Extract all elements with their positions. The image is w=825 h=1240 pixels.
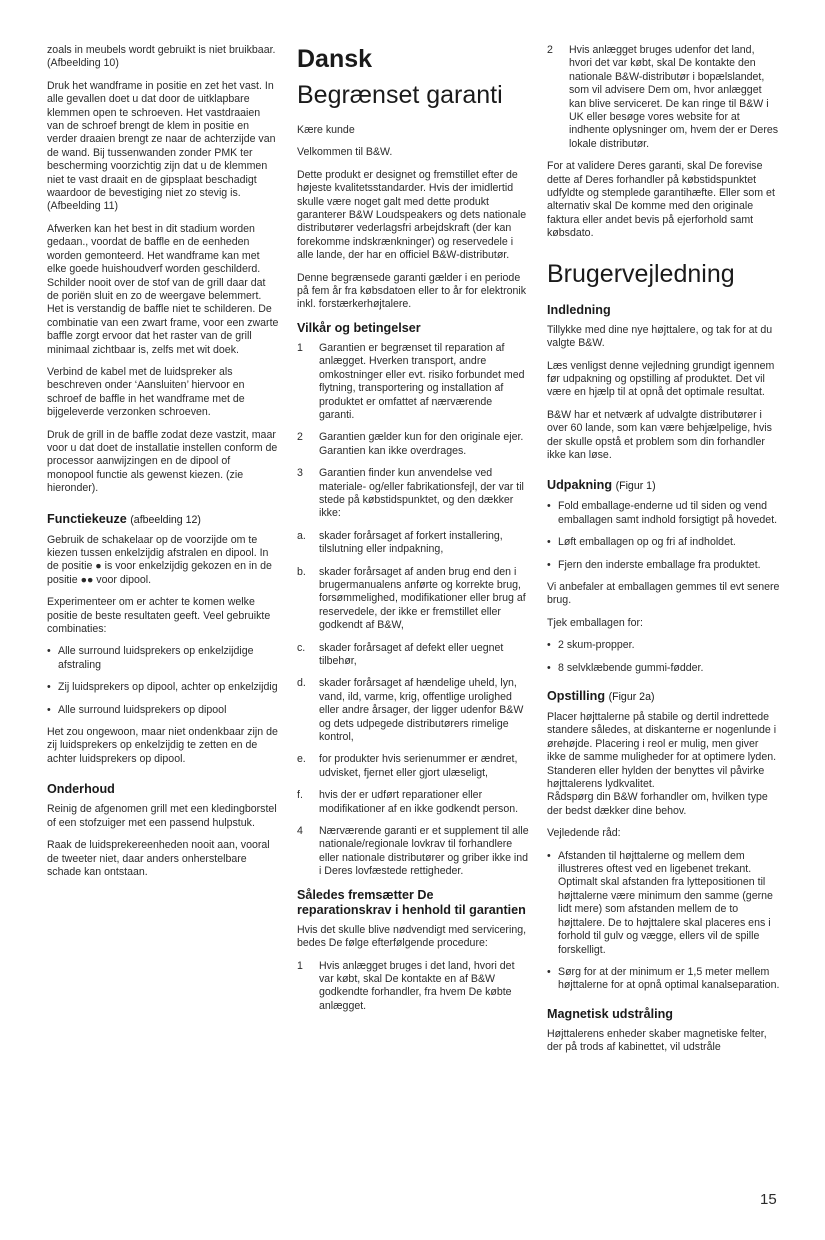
list-item: • Zij luidsprekers op dipool, achter op enkelzijdig	[47, 681, 279, 694]
list-item	[297, 642, 529, 669]
paragraph: Tjek emballagen for:	[547, 616, 643, 629]
list-item: • Fold emballage-enderne ud til siden og vend emballagen samt indhold forsigtigt på hovedet.	[547, 500, 780, 527]
heading-functiekeuze	[47, 512, 279, 528]
item-marker: c.	[297, 641, 306, 654]
paragraph: Gebruik de schakelaar op de voorzijde om te kiezen tussen enkelzijdig afstralen en dipool. In de positie ● is voor enkelzijdig gekozen en in de positie ●● voor dipool.	[47, 533, 272, 586]
paragraph: Experimenteer om er achter te komen welke positie de beste resultaten geeft. Veel gebruikte combinaties:	[47, 596, 271, 636]
section-title: Brugervejledning	[547, 259, 735, 288]
list-item	[297, 467, 529, 521]
paragraph: Afwerken kan het best in dit stadium worden gedaan., voordat de baffle en de eenheden worden gemonteerd. Het wandframe kan met elke goede huishoudverf worden geschilderd. Schilder nooit over de stof van de grill daar dat de poriën sluit en zo de weergave belemmert. Het is verstandig de baffle niet te schilderen. De combinatie van een zwart frame, voor een zwarte baffle zorgt ervoor dat het raster van de grill minimaal zichtbaar is, zelfs met wit doek.	[47, 222, 279, 356]
column-right	[547, 44, 780, 1064]
list-item: • Alle surround luidsprekers op enkelzijdige afstraling	[47, 645, 279, 672]
paragraph: Reinig de afgenomen grill met een kledingborstel of een stofzuiger met een passend hulpstuk.	[47, 803, 277, 829]
paragraph: Højttalerens enheder skaber magnetiske felter, der på trods af kabinettet, vil udstråle	[547, 1027, 767, 1054]
item-text: skader forårsaget af anden brug end den i brugermanualens anførte og korrekte brug, forsømmelighed, modifikationer eller brug af reservedele, der ikke er fremstillet eller godkendt af B&W,	[319, 565, 526, 632]
paragraph: Læs venligst denne vejledning grundigt igennem før udpakning og opstilling af produktet. Det vil være en hjælp til at opnå det optimale resultat.	[547, 359, 775, 399]
paragraph: Vi anbefaler at emballagen gemmes til evt senere brug.	[547, 580, 780, 607]
item-marker: a.	[297, 529, 306, 542]
column-middle	[297, 44, 529, 1022]
paragraph: Velkommen til B&W.	[297, 146, 393, 159]
list-item	[297, 530, 529, 557]
list-item: • Sørg for at der minimum er 1,5 meter mellem højttalerne for at opnå optimal kanalseparation.	[547, 966, 780, 993]
heading-saledes: Således fremsætter De reparationskrav i henhold til garantien	[297, 887, 526, 917]
paragraph: Raak de luidsprekereenheden nooit aan, vooral de tweeter niet, daar anders onherstelbare schade kan ontstaan.	[47, 839, 270, 878]
heading-magnetisk: Magnetisk udstråling	[547, 1006, 673, 1021]
item-marker: e.	[297, 753, 306, 766]
paragraph: For at validere Deres garanti, skal De forevise dette af Deres forhandler på købstidspunktet udfyldte og stemplede garantihæfte. Eller som et alternativ skal De komme med den originale faktura eller andet bevis på ejerforhold samt købsdato.	[547, 160, 775, 240]
item-marker: d.	[297, 677, 306, 690]
procedure-list	[547, 44, 780, 151]
bullet-list	[547, 639, 780, 675]
item-text: skader forårsaget af defekt eller uegnet tilbehør,	[319, 641, 504, 667]
paragraph: B&W har et netværk af udvalgte distributører i over 60 lande, som kan være behjælpelige, hvis der skulle opstå et problem som din forhandler ikke kan løse.	[547, 408, 772, 461]
paragraph: Het zou ongewoon, maar niet ondenkbaar zijn de zij luidsprekers op enkelzijdig te zetten en de achter luidsprekers op dipool.	[47, 726, 278, 765]
item-marker: 4	[297, 825, 303, 838]
list-item: • Fjern den inderste emballage fra produktet.	[547, 559, 780, 572]
list-item	[297, 753, 529, 780]
paragraph	[547, 711, 780, 818]
terms-list	[297, 342, 529, 879]
heading-opstilling	[547, 689, 780, 705]
item-marker: f.	[297, 789, 303, 802]
item-text: Garantien gælder kun for den originale ejer. Garantien kan ikke overdrages.	[319, 431, 524, 457]
item-marker: 1	[297, 341, 303, 354]
heading-udpakning	[547, 478, 780, 494]
list-item: • Løft emballagen op og fri af indholdet.	[547, 536, 780, 549]
list-item: • 2 skum-propper.	[547, 639, 780, 652]
item-text: Hvis anlægget bruges i det land, hvori det var købt, skal De kontakte en af B&W godkendte forhandler, fra hvem De købte anlægget.	[319, 959, 515, 1012]
list-item	[297, 825, 529, 879]
item-text: skader forårsaget af hændelige uheld, lyn, vand, ild, varme, krig, offentlige urolighed eller andre årsager, der ligger udenfor B&W og dets udpegede distributørers rimelige kontrol,	[319, 677, 524, 744]
heading-onderhoud: Onderhoud	[47, 782, 115, 797]
heading-text: Functiekeuze	[47, 511, 127, 526]
list-item	[297, 789, 529, 816]
figure-reference: (afbeelding 12)	[130, 513, 201, 526]
section-title: Begrænset garanti	[297, 81, 503, 109]
list-item	[297, 960, 529, 1014]
list-item	[547, 44, 780, 151]
list-item	[297, 431, 529, 458]
bullet-list	[47, 645, 279, 717]
item-text: Garantien er begrænset til reparation af anlægget. Hverken transport, andre omkostninger eller evt. risiko forbundet med flytning, transportering og installation af produktet er omfattet af nærværende garanti.	[319, 341, 525, 421]
list-item	[297, 342, 529, 422]
page-number: 15	[760, 1191, 777, 1208]
figure-reference: (Figur 1)	[615, 480, 656, 493]
item-text: Hvis anlægget bruges udenfor det land, hvori det var købt, skal De kontakte den nationale B&W-distributør i bopælslandet, som vil advisere Dem om, hvor anlægget kan blive serviceret. De kan ringe til B&W i UK eller besøge vores website for at indhente oplysninger om, hvem der er Deres lokale distributør.	[569, 44, 779, 150]
heading-vilkar: Vilkår og betingelser	[297, 320, 421, 335]
heading-text: Opstilling	[547, 689, 606, 703]
language-heading: Dansk	[297, 45, 373, 73]
list-item	[297, 566, 529, 633]
paragraph: Kære kunde	[297, 124, 355, 136]
paragraph: Vejledende råd:	[547, 827, 621, 840]
list-item: • Alle surround luidsprekers op dipool	[47, 704, 279, 717]
column-left	[47, 44, 279, 888]
list-item: • Afstanden til højttalerne og mellem dem illustreres oftest ved en ligebenet trekant. Optimalt skal afstanden fra lyttepositionen til højttalerne være minimum den samme (gerne lidt mere) som afstanden mellem de to højttalere. De to højttalere skal placeres ens i forhold til gulv og vægge, ellers vil de spille forskelligt.	[547, 850, 780, 957]
paragraph: Verbind de kabel met de luidspreker als beschreven onder ‘Aansluiten’ hiervoor en schroef de baffle in het wandframe met de bijgeleverde verzonken schroeven.	[47, 365, 245, 419]
paragraph: Dette produkt er designet og fremstillet efter de højeste kvalitetsstandarder. Hvis der imidlertid skulle være noget galt med dette produkt garanterer B&W Loudspeakers og dets nationale distributører vederlagsfri arbejdskraft (der kan forekomme indskrænkninger) og reservedele i alle lande, der har en officiel B&W-distributør.	[297, 168, 527, 262]
item-marker: 3	[297, 467, 303, 480]
heading-text: Udpakning	[547, 478, 613, 493]
item-text: Nærværende garanti er et supplement til alle nationale/regionale lovkrav til forhandlere eller nationale distributører og griber ikke ind i Deres lovfæstede rettigheder.	[319, 825, 529, 878]
item-text: hvis der er udført reparationer eller modifikationer af en ikke godkendt person.	[319, 789, 519, 815]
paragraph: Druk het wandframe in positie en zet het vast. In alle gevallen doet u dat door de uitklapbare klemmen open te schroeven. Het vastdraaien van de schroef brengt de klem in positie en verder draaien brengt ze naar de achterzijde van de wand. Bij tussenwanden zonder PMK ter bescherming voorzichtig zijn dat u de klemmen niet te vast draait en de gipsplaat beschadigt waardoor de bevestiging niet zo stevig is. (Afbeelding 11)	[47, 79, 276, 213]
bullet-list	[547, 850, 780, 993]
item-marker: b.	[297, 565, 306, 578]
bullet-list	[547, 500, 780, 572]
procedure-list	[297, 960, 529, 1014]
paragraph: Tillykke med dine nye højttalere, og tak for at du valgte B&W.	[547, 323, 773, 350]
heading-indledning: Indledning	[547, 302, 611, 317]
paragraph: Druk de grill in de baffle zodat deze vastzit, maar voor u dat doet de installatie instellen conform de processor aanwijzingen en de dipool of monopool functie als gewenst kiezen. (zie hieronder).	[47, 428, 278, 495]
paragraph-line: Rådspørg din B&W forhandler om, hvilken type der bedst dækker dine behov.	[547, 791, 768, 817]
item-marker: 2	[297, 431, 303, 444]
paragraph: Hvis det skulle blive nødvendigt med servicering, bedes De følge efterfølgende procedure:	[297, 923, 527, 950]
paragraph-line: Placer højttalerne på stabile og dertil indrettede standere således, at diskanterne er nogenlunde i ørehøjde. Placering i reol er mulig, men giver ikke de samme muligheder for at optimere lyden. Standeren eller hylden der benyttes vil påvirke højttalerens lydkvalitet.	[547, 711, 777, 791]
item-marker: 1	[297, 959, 303, 972]
paragraph: zoals in meubels wordt gebruikt is niet bruikbaar. (Afbeelding 10)	[47, 44, 276, 70]
item-text: skader forårsaget af forkert installering, tilslutning eller indpakning,	[319, 529, 503, 556]
item-text: for produkter hvis serienummer er ændret, udvisket, fjernet eller gjort ulæseligt,	[319, 753, 518, 779]
figure-reference: (Figur 2a)	[608, 691, 655, 703]
item-text: Garantien finder kun anvendelse ved materiale- og/eller fabrikationsfejl, der var til stede på købstidspunktet, og den dækker ikke:	[319, 467, 524, 520]
paragraph: Denne begrænsede garanti gælder i en periode på fem år fra købsdatoen eller to år for elektronik inkl. forstærkerhøjtalere.	[297, 271, 527, 311]
list-item	[297, 677, 529, 744]
item-marker: 2	[547, 44, 553, 56]
list-item: • 8 selvklæbende gummi-fødder.	[547, 662, 780, 675]
